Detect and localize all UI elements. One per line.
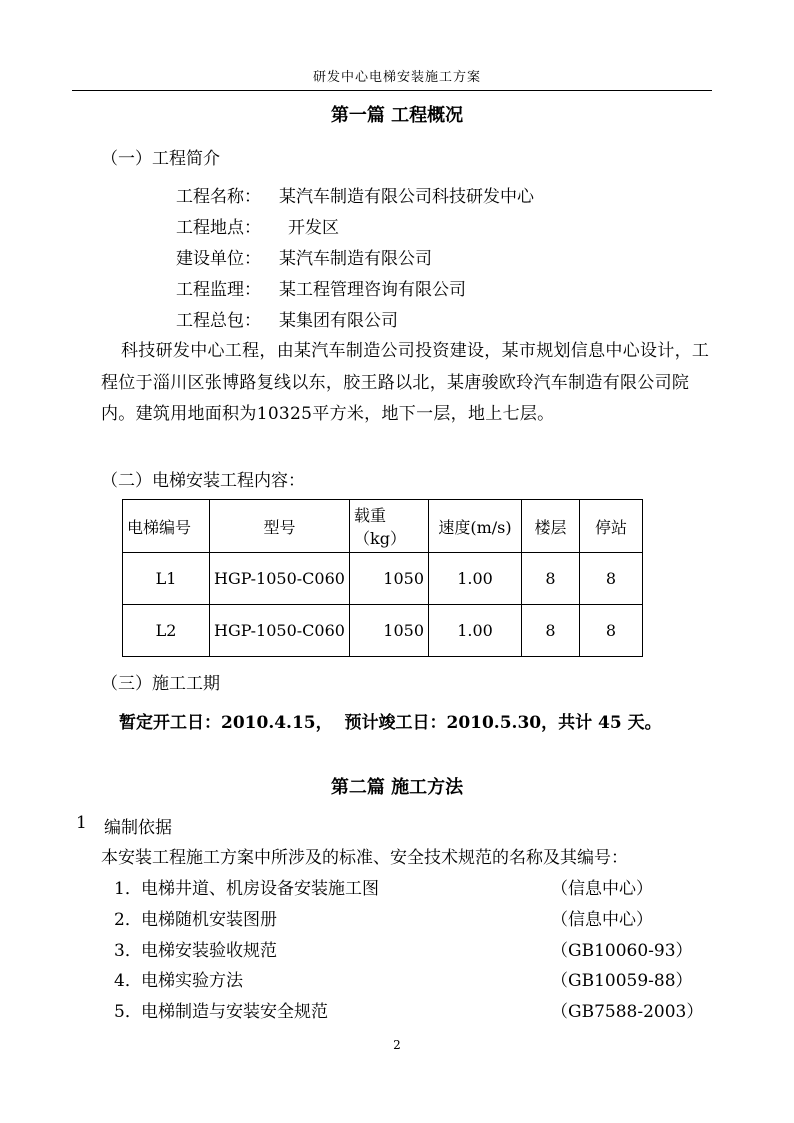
start-date: 2010.4.15: [221, 713, 316, 733]
list-item-no: 3．: [114, 941, 142, 961]
list-item-code: （GB10060-93）: [551, 941, 693, 961]
info-label-name: 工程名称：: [176, 187, 261, 207]
basis-intro: 本安装工程施工方案中所涉及的标准、安全技术规范的名称及其编号：: [101, 848, 628, 868]
cell-floors: 8: [522, 605, 580, 657]
list-item-name: 电梯随机安装图册: [141, 910, 277, 930]
info-value-owner: 某汽车制造有限公司: [279, 249, 432, 269]
schedule-line: 暂定开工日：2010.4.15， 预计竣工日：2010.5.30，共计 45 天。: [119, 713, 662, 733]
cell-stops: 8: [580, 553, 643, 605]
cell-load: 1050: [350, 553, 429, 605]
running-header: 研发中心电梯安装施工方案: [312, 70, 481, 85]
cell-model: HGP-1050-C060: [210, 605, 350, 657]
total-unit: 天。: [627, 713, 662, 733]
info-label-site: 工程地点：: [176, 218, 261, 238]
header-divider: [72, 90, 712, 91]
th-speed: 速度(m/s): [429, 500, 522, 553]
th-floors: 楼层: [522, 500, 580, 553]
list-item-code: （信息中心）: [551, 879, 653, 899]
info-value-supervisor: 某工程管理咨询有限公司: [279, 280, 466, 300]
sec3-heading: （三）施工工期: [101, 674, 220, 694]
info-label-owner: 建设单位：: [176, 249, 261, 269]
part1-title: 第一篇 工程概况: [330, 105, 464, 126]
list-item-code: （GB7588-2003）: [551, 1002, 704, 1022]
part2-title: 第二篇 施工方法: [330, 777, 464, 798]
list-item-name: 电梯制造与安装安全规范: [141, 1002, 328, 1022]
end-date: 2010.5.30: [446, 713, 542, 733]
page-number: 2: [393, 1038, 401, 1052]
total-label: 共计: [558, 713, 593, 733]
cell-speed: 1.00: [429, 605, 522, 657]
end-label: 预计竣工日：: [344, 713, 447, 733]
th-model: 型号: [210, 500, 350, 553]
sec2-heading: （二）电梯安装工程内容：: [101, 471, 305, 491]
table-row: [123, 605, 643, 657]
p2-sec1-heading: 编制依据: [104, 818, 172, 838]
project-description: 科技研发中心工程，由某汽车制造公司投资建设，某市规划信息中心设计，工程位于淄川区张博路复线以东，胶王路以北，某唐骏欧玲汽车制造有限公司院内。建筑用地面积为10325平方米，地下一层，地上七层。: [101, 341, 710, 424]
info-value-contractor: 某集团有限公司: [279, 311, 398, 331]
list-item-no: 2．: [114, 910, 142, 930]
info-label-supervisor: 工程监理：: [176, 280, 261, 300]
th-elevator-no: 电梯编号: [123, 500, 210, 553]
table-header-row: [123, 500, 643, 553]
list-item-code: （信息中心）: [551, 910, 653, 930]
list-item-name: 电梯井道、机房设备安装施工图: [141, 879, 379, 899]
cell-stops: 8: [580, 605, 643, 657]
list-item-no: 5．: [114, 1002, 142, 1022]
list-item-name: 电梯实验方法: [141, 971, 243, 991]
cell-model: HGP-1050-C060: [210, 553, 350, 605]
list-item-no: 1．: [114, 879, 142, 899]
th-stops: 停站: [580, 500, 643, 553]
info-value-site: 开发区: [288, 218, 339, 238]
info-value-name: 某汽车制造有限公司科技研发中心: [279, 187, 534, 207]
list-item-no: 4．: [114, 971, 142, 991]
sec1-heading: （一）工程简介: [101, 149, 220, 169]
cell-elevator-no: L1: [123, 553, 210, 605]
p2-sec1-number: 1: [76, 813, 87, 833]
list-item-code: （GB10059-88）: [551, 971, 693, 991]
cell-elevator-no: L2: [123, 605, 210, 657]
info-label-contractor: 工程总包：: [176, 311, 261, 331]
list-item-name: 电梯安装验收规范: [141, 941, 277, 961]
th-load: 载重（kg）: [350, 500, 429, 553]
total-days: 45: [598, 713, 622, 733]
cell-floors: 8: [522, 553, 580, 605]
start-label: 暂定开工日：: [119, 713, 221, 733]
table-row: [123, 553, 643, 605]
cell-speed: 1.00: [429, 553, 522, 605]
elevator-table: [122, 499, 643, 657]
cell-load: 1050: [350, 605, 429, 657]
